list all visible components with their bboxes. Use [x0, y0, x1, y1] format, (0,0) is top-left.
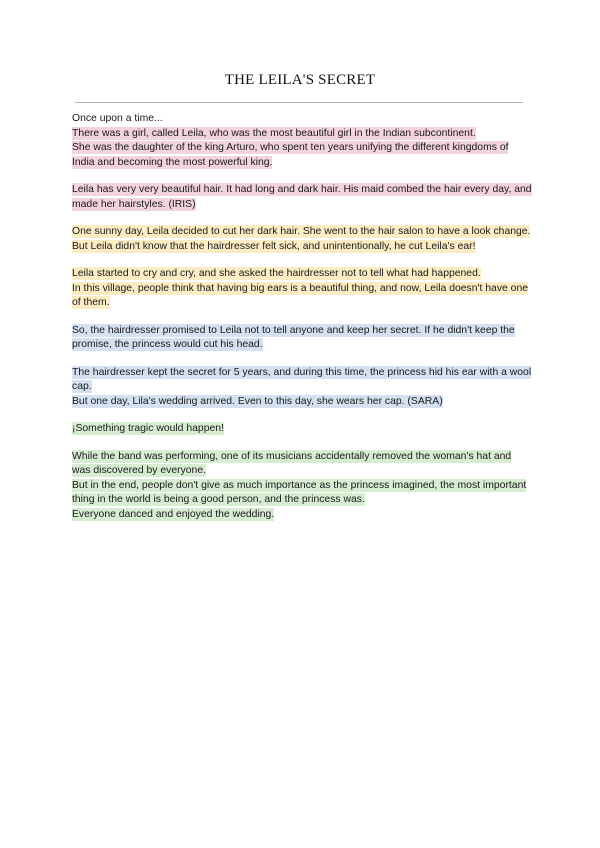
- paragraph-line: [72, 508, 532, 523]
- paragraph-line: [72, 267, 532, 282]
- line-text: So, the hairdresser promised to Leila not to tell anyone and keep her secret. If he didn't keep the promise, the princess would cut his head.: [72, 324, 515, 350]
- document-title: THE LEILA'S SECRET: [224, 72, 376, 88]
- story-body: [72, 112, 532, 535]
- paragraph-line: [72, 395, 532, 410]
- paragraph-6: [72, 366, 532, 410]
- paragraph-line: [72, 183, 532, 212]
- line-text: Leila has very very beautiful hair. It had long and dark hair. His maid combed the hair every day, and made her hairstyles. (IRIS): [72, 184, 532, 210]
- line-text: The hairdresser kept the secret for 5 years, and during this time, the princess hid his ear with a wool cap.: [72, 366, 532, 392]
- line-text: Leila started to cry and cry, and she asked the hairdresser not to tell what had happened.: [72, 268, 481, 279]
- paragraph-line: [72, 422, 532, 437]
- line-text: She was the daughter of the king Arturo, who spent ten years unifying the different kingdoms of India and becoming the most powerful king.: [72, 142, 509, 168]
- paragraph-line: [72, 282, 532, 311]
- paragraph-line: [72, 479, 532, 508]
- paragraph-1: [72, 112, 532, 170]
- paragraph-8: [72, 450, 532, 523]
- line-text: Once upon a time...: [72, 113, 163, 124]
- line-text: ¡Something tragic would happen!: [72, 423, 224, 434]
- paragraph-line: [72, 225, 532, 254]
- paragraph-line: [72, 366, 532, 395]
- line-text: While the band was performing, one of its musicians accidentally removed the woman's hat and was discovered by everyone.: [72, 450, 512, 476]
- paragraph-5: [72, 324, 532, 353]
- title-divider: [75, 102, 523, 103]
- line-text: Everyone danced and enjoyed the wedding.: [72, 508, 275, 520]
- line-text: There was a girl, called Leila, who was the most beautiful girl in the Indian subcontinent.: [72, 127, 476, 139]
- paragraph-2: [72, 183, 532, 212]
- paragraph-line: [72, 112, 532, 127]
- paragraph-line: [72, 127, 532, 142]
- paragraph-7: [72, 422, 532, 437]
- paragraph-line: [72, 324, 532, 353]
- line-text: But in the end, people don't give as much importance as the princess imagined, the most important thing in the world is being a good person, and the princess was.: [72, 479, 527, 505]
- paragraph-3: [72, 225, 532, 254]
- paragraph-4: [72, 267, 532, 311]
- paragraph-line: [72, 141, 532, 170]
- line-text: But one day, Lila's wedding arrived. Even to this day, she wears her cap. (SARA): [72, 395, 443, 407]
- line-text: In this village, people think that having big ears is a beautiful thing, and now, Leila doesn't have one of them.: [72, 282, 529, 308]
- line-text: One sunny day, Leila decided to cut her dark hair. She went to the hair salon to have a look change. But Leila didn't know that the hairdresser felt sick, and unintentionally, he cut Leila's ear!: [72, 226, 531, 252]
- paragraph-line: [72, 450, 532, 479]
